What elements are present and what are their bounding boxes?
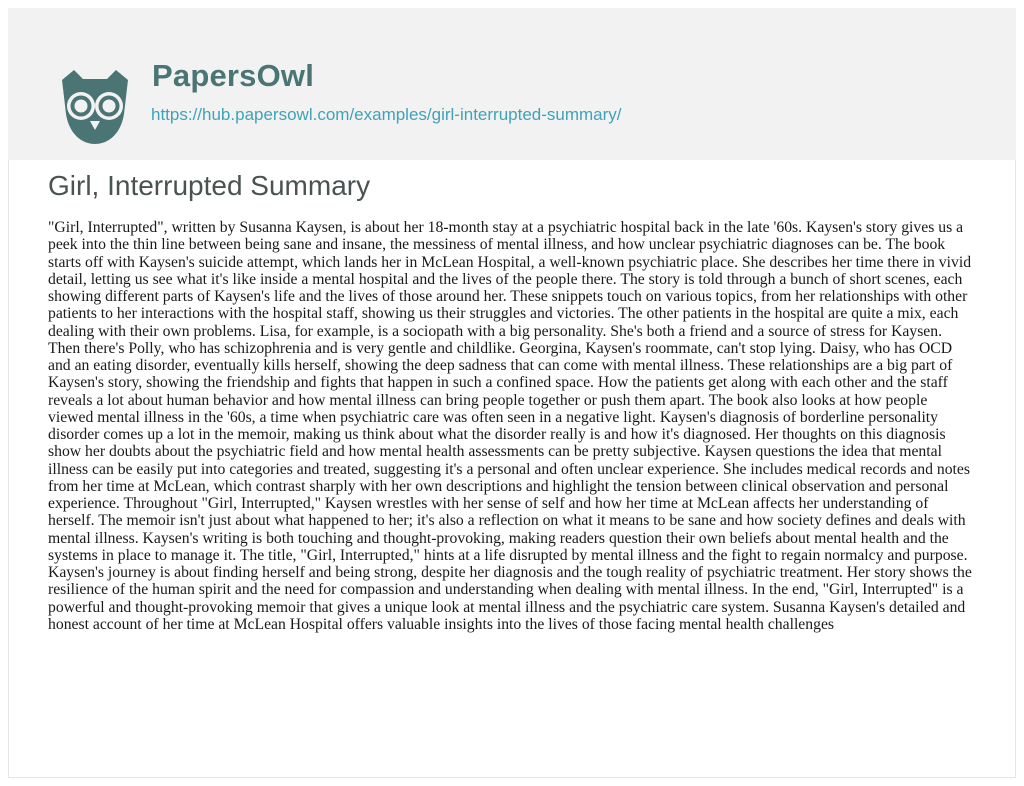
page-url-link[interactable]: https://hub.papersowl.com/examples/girl-interrupted-summary/	[151, 105, 622, 124]
article-title: Girl, Interrupted Summary	[48, 170, 371, 201]
brand-name[interactable]: PapersOwl	[152, 58, 315, 93]
article-body: "Girl, Interrupted", written by Susanna Kaysen, is about her 18-month stay at a psychiatric hospital back in the late '60s. Kaysen's story gives us a peek into the thin line between being sane and insane, the messiness of mental illness, and how unclear psychiatric diagnoses can be. The book starts off with Kaysen's suicide attempt, which lands her in McLean Hospital, a well-known psychiatric place. She describes her time there in vivid detail, letting us see what it's like inside a mental hospital and the lives of the people there. The story is told through a bunch of short scenes, each showing different parts of Kaysen's life and the lives of those around her. These snippets touch on various topics, from her relationships with other patients to her interactions with the hospital staff, showing us their struggles and victories. The other patients in the hospital are quite a mix, each dealing with their own problems. Lisa, for example, is a sociopath with a big personality. She's both a friend and a source of stress for Kaysen. Then there's Polly, who has schizophrenia and is very gentle and childlike. Georgina, Kaysen's roommate, can't stop lying. Daisy, who has OCD and an eating disorder, eventually kills herself, showing the deep sadness that can come with mental illness. These relationships are a big part of Kaysen's story, showing the friendship and fights that happen in such a confined space. How the patients get along with each other and the staff reveals a lot about human behavior and how mental illness can bring people together or push them apart. The book also looks at how people viewed mental illness in the '60s, a time when psychiatric care was often seen in a negative light. Kaysen's diagnosis of borderline personality disorder comes up a lot in the memoir, making us think about what the disorder really is and how it's diagnosed. Her thoughts on this diagnosis show her doubts about the psychiatric field and how mental health assessments can be pretty subjective. Kaysen questions the idea that mental illness can be easily put into categories and treated, suggesting it's a personal and often unclear experience. She includes medical records and notes from her time at McLean, which contrast sharply with her own descriptions and highlight the tension between clinical observation and personal experience. Throughout "Girl, Interrupted," Kaysen wrestles with her sense of self and how her time at McLean affects her understanding of herself. The memoir isn't just about what happened to her; it's also a reflection on what it means to be sane and how society defines and deals with mental illness. Kaysen's writing is both touching and thought-provoking, making readers question their own beliefs about mental health and the systems in place to manage it. The title, "Girl, Interrupted," hints at a life disrupted by mental illness and the fight to regain normalcy and purpose. Kaysen's journey is about finding herself and being strong, despite her diagnosis and the tough reality of psychiatric treatment. Her story shows the resilience of the human spirit and the need for compassion and understanding when dealing with mental illness. In the end, "Girl, Interrupted" is a powerful and thought-provoking memoir that gives a unique look at mental illness and the psychiatric care system. Susanna Kaysen's detailed and honest account of her time at McLean Hospital offers valuable insights into the lives of those facing mental health challenges	[48, 219, 972, 633]
owl-icon	[54, 66, 136, 148]
